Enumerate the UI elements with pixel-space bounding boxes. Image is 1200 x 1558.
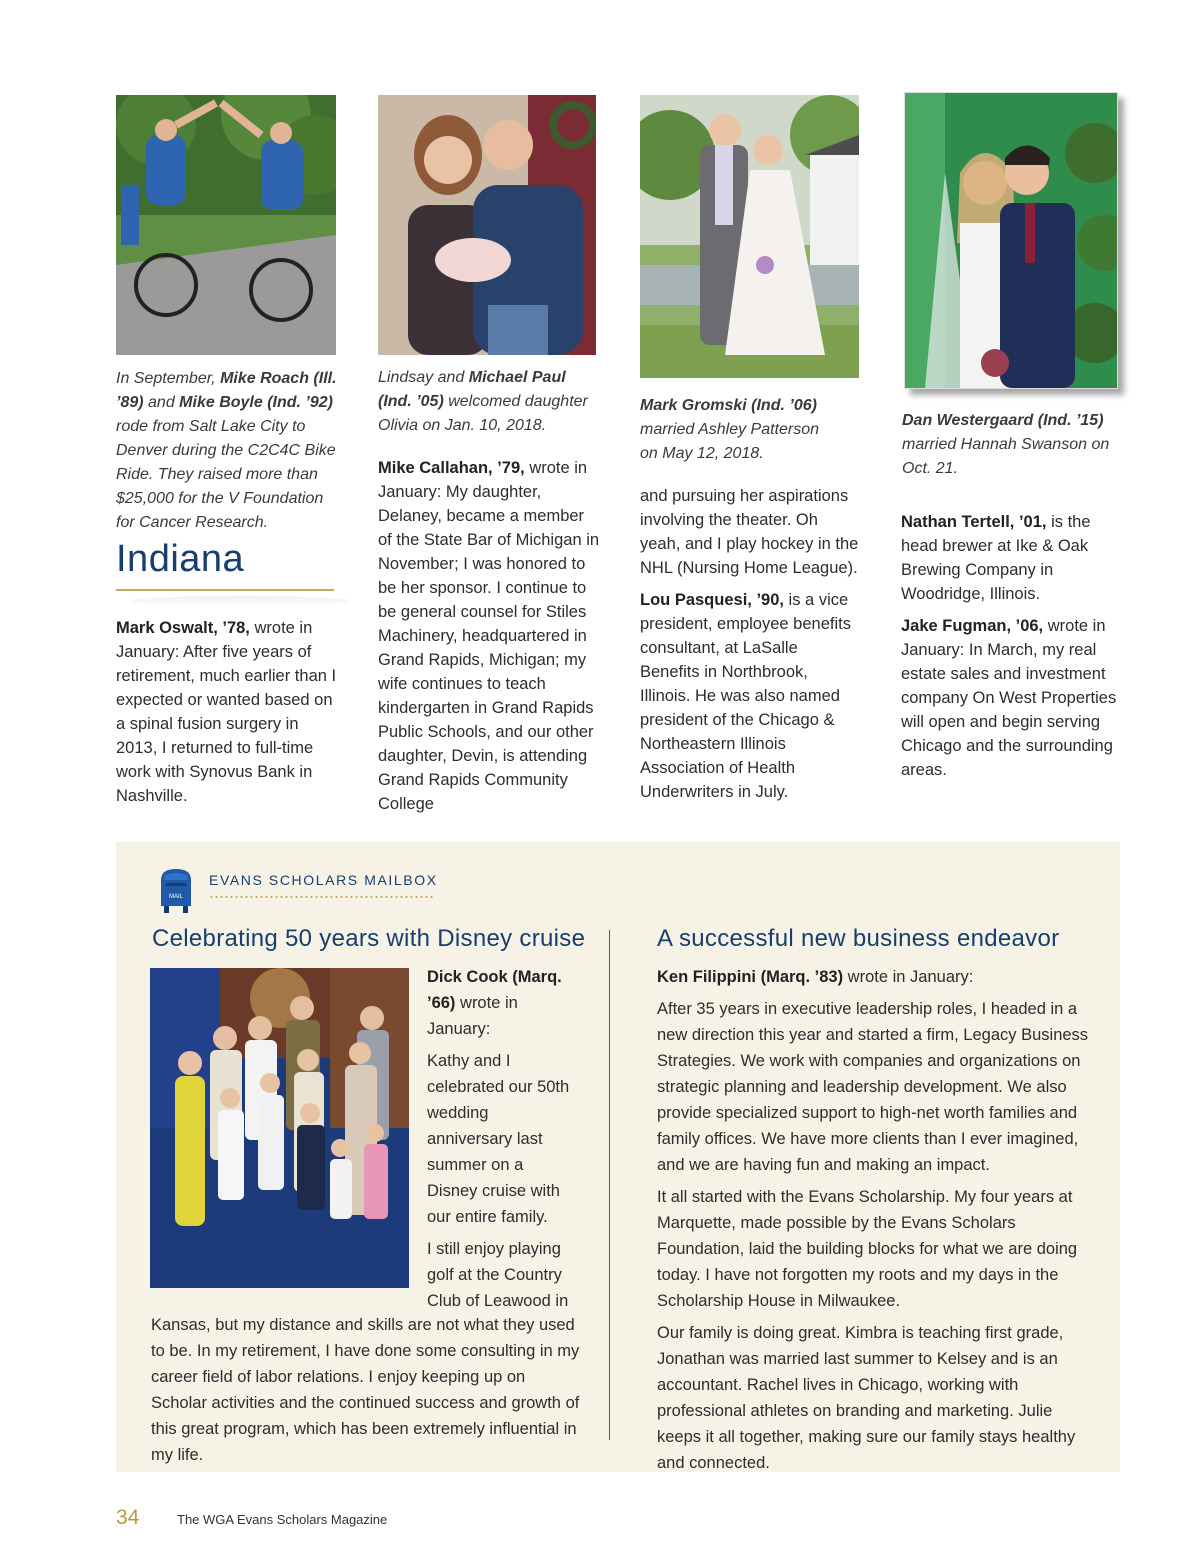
photo-family-baby: [378, 95, 596, 355]
caption-wedding-gromski: Mark Gromski (Ind. ’06) married Ashley Patterson on May 12, 2018.: [640, 397, 820, 462]
caption-wedding-westergaard: Dan Westergaard (Ind. ’15) married Hannah Swanson on Oct. 21.: [902, 412, 1110, 477]
class-note-oswalt: Mark Oswalt, ’78, wrote in January: After five years of retirement, much earlier than I expected or wanted based on a spinal fusion surgery in 2013, I returned to full-time work with Synovus Bank in Nashville.: [116, 619, 337, 805]
letter-filippini: [657, 964, 1097, 1482]
column-2: [378, 456, 600, 824]
letter-filippini-p3: Our family is doing great. Kimbra is teaching first grade, Jonathan was married last summer to Kelsey and is an accountant. Rachel lives in Chicago, working with professional athletes on branding and marketing. Julie keeps it all together, making sure our family stays healthy and connected.: [657, 1324, 1076, 1472]
headline-business-endeavor: A successful new business endeavor: [657, 925, 1060, 952]
letter-filippini-p2: It all started with the Evans Scholarship. My four years at Marquette, made possible by the Evans Scholars Foundation, laid the building blocks for what we are doing today. I have not forgotten my roots and my days in the Scholarship House in Milwaukee.: [657, 1188, 1078, 1310]
mailbox-icon: [158, 866, 194, 914]
class-note-tertell: Nathan Tertell, ’01, is the head brewer at Ike & Oak Brewing Company in Woodridge, Illinois.: [901, 513, 1091, 603]
caption-new-baby: Lindsay and Michael Paul (Ind. ’05) welcomed daughter Olivia on Jan. 10, 2018.: [378, 369, 588, 434]
class-note-pasquesi: Lou Pasquesi, ’90, is a vice president, employee benefits consultant, at LaSalle Benefits in Northbrook, Illinois. He was also named president of the Chicago & Northeastern Illinois Association of Health Underwriters in July.: [640, 591, 851, 801]
publication-title: The WGA Evans Scholars Magazine: [177, 1512, 388, 1527]
letter-filippini-p1: After 35 years in executive leadership roles, I headed in a new direction this year and started a firm, Legacy Business Strategies. We work with companies and organizations on strategic planning and leadership development. We also provide specialized support to high-net worth families and family offices. We have more clients than I ever imagined, and we are having fun and making an impact.: [657, 1000, 1089, 1174]
mailbox-dotted-rule: [209, 896, 433, 898]
letter-cook-intro: Dick Cook (Marq. ’66) wrote in January:: [427, 968, 562, 1038]
letter-cook-p2b: Kansas, but my distance and skills are not what they used to be. In my retirement, I have done some consulting in my career field of labor relations. I enjoy keeping up on Scholar activities and the continued success and growth of this great program, which has been extremely influential in my life.: [151, 1316, 580, 1464]
letter-filippini-intro: Ken Filippini (Marq. ’83) wrote in January:: [657, 968, 974, 986]
letter-cook-below-photo: [151, 1312, 583, 1474]
page-number: 34: [116, 1506, 140, 1529]
state-heading-indiana: Indiana: [116, 538, 245, 580]
headline-disney-cruise: Celebrating 50 years with Disney cruise: [152, 925, 586, 952]
column-1: [116, 616, 342, 816]
heading-rule: [116, 589, 334, 591]
caption-bike-ride: In September, Mike Roach (Ill. ’89) and Mike Boyle (Ind. ’92) rode from Salt Lake City to Denver during the C2C4C Bike Ride. They raised more than $25,000 for the V Foundation for Cancer Research.: [116, 370, 337, 531]
column-3: [640, 484, 860, 812]
column-divider: [609, 930, 610, 1440]
letter-cook-p1: Kathy and I celebrated our 50th wedding anniversary last summer on a Disney cruise with our entire family.: [427, 1052, 570, 1226]
column-4: [901, 510, 1117, 790]
letter-cook-p2a: I still enjoy playing golf at the Country Club of Leawood in: [427, 1240, 569, 1310]
photo-cyclists: [116, 95, 336, 355]
letter-cook-beside-photo: [427, 964, 577, 1320]
class-note-callahan-continued: and pursuing her aspirations involving the theater. Oh yeah, and I play hockey in the NHL (Nursing Home League).: [640, 487, 859, 577]
class-note-callahan: Mike Callahan, ’79, wrote in January: My daughter, Delaney, became a member of the State Bar of Michigan in November; I was honored to be her sponsor. I continue to be general counsel for Stiles Machinery, headquartered in Grand Rapids, Michigan; my wife continues to teach kindergarten in Grand Rapids Public Schools, and our other daughter, Devin, is attending Grand Rapids Community College: [378, 459, 600, 813]
photo-family-cruise: [150, 968, 409, 1288]
svg-text:MAIL: MAIL: [168, 894, 184, 900]
mailbox-label: EVANS SCHOLARS MAILBOX: [209, 872, 438, 888]
photo-wedding-green-door: [904, 92, 1118, 389]
heading-shadow: [130, 596, 350, 606]
class-note-fugman: Jake Fugman, ’06, wrote in January: In March, my real estate sales and investment company On West Properties will open and begin serving Chicago and the surrounding areas.: [901, 617, 1117, 779]
photo-wedding-gazebo: [640, 95, 859, 378]
